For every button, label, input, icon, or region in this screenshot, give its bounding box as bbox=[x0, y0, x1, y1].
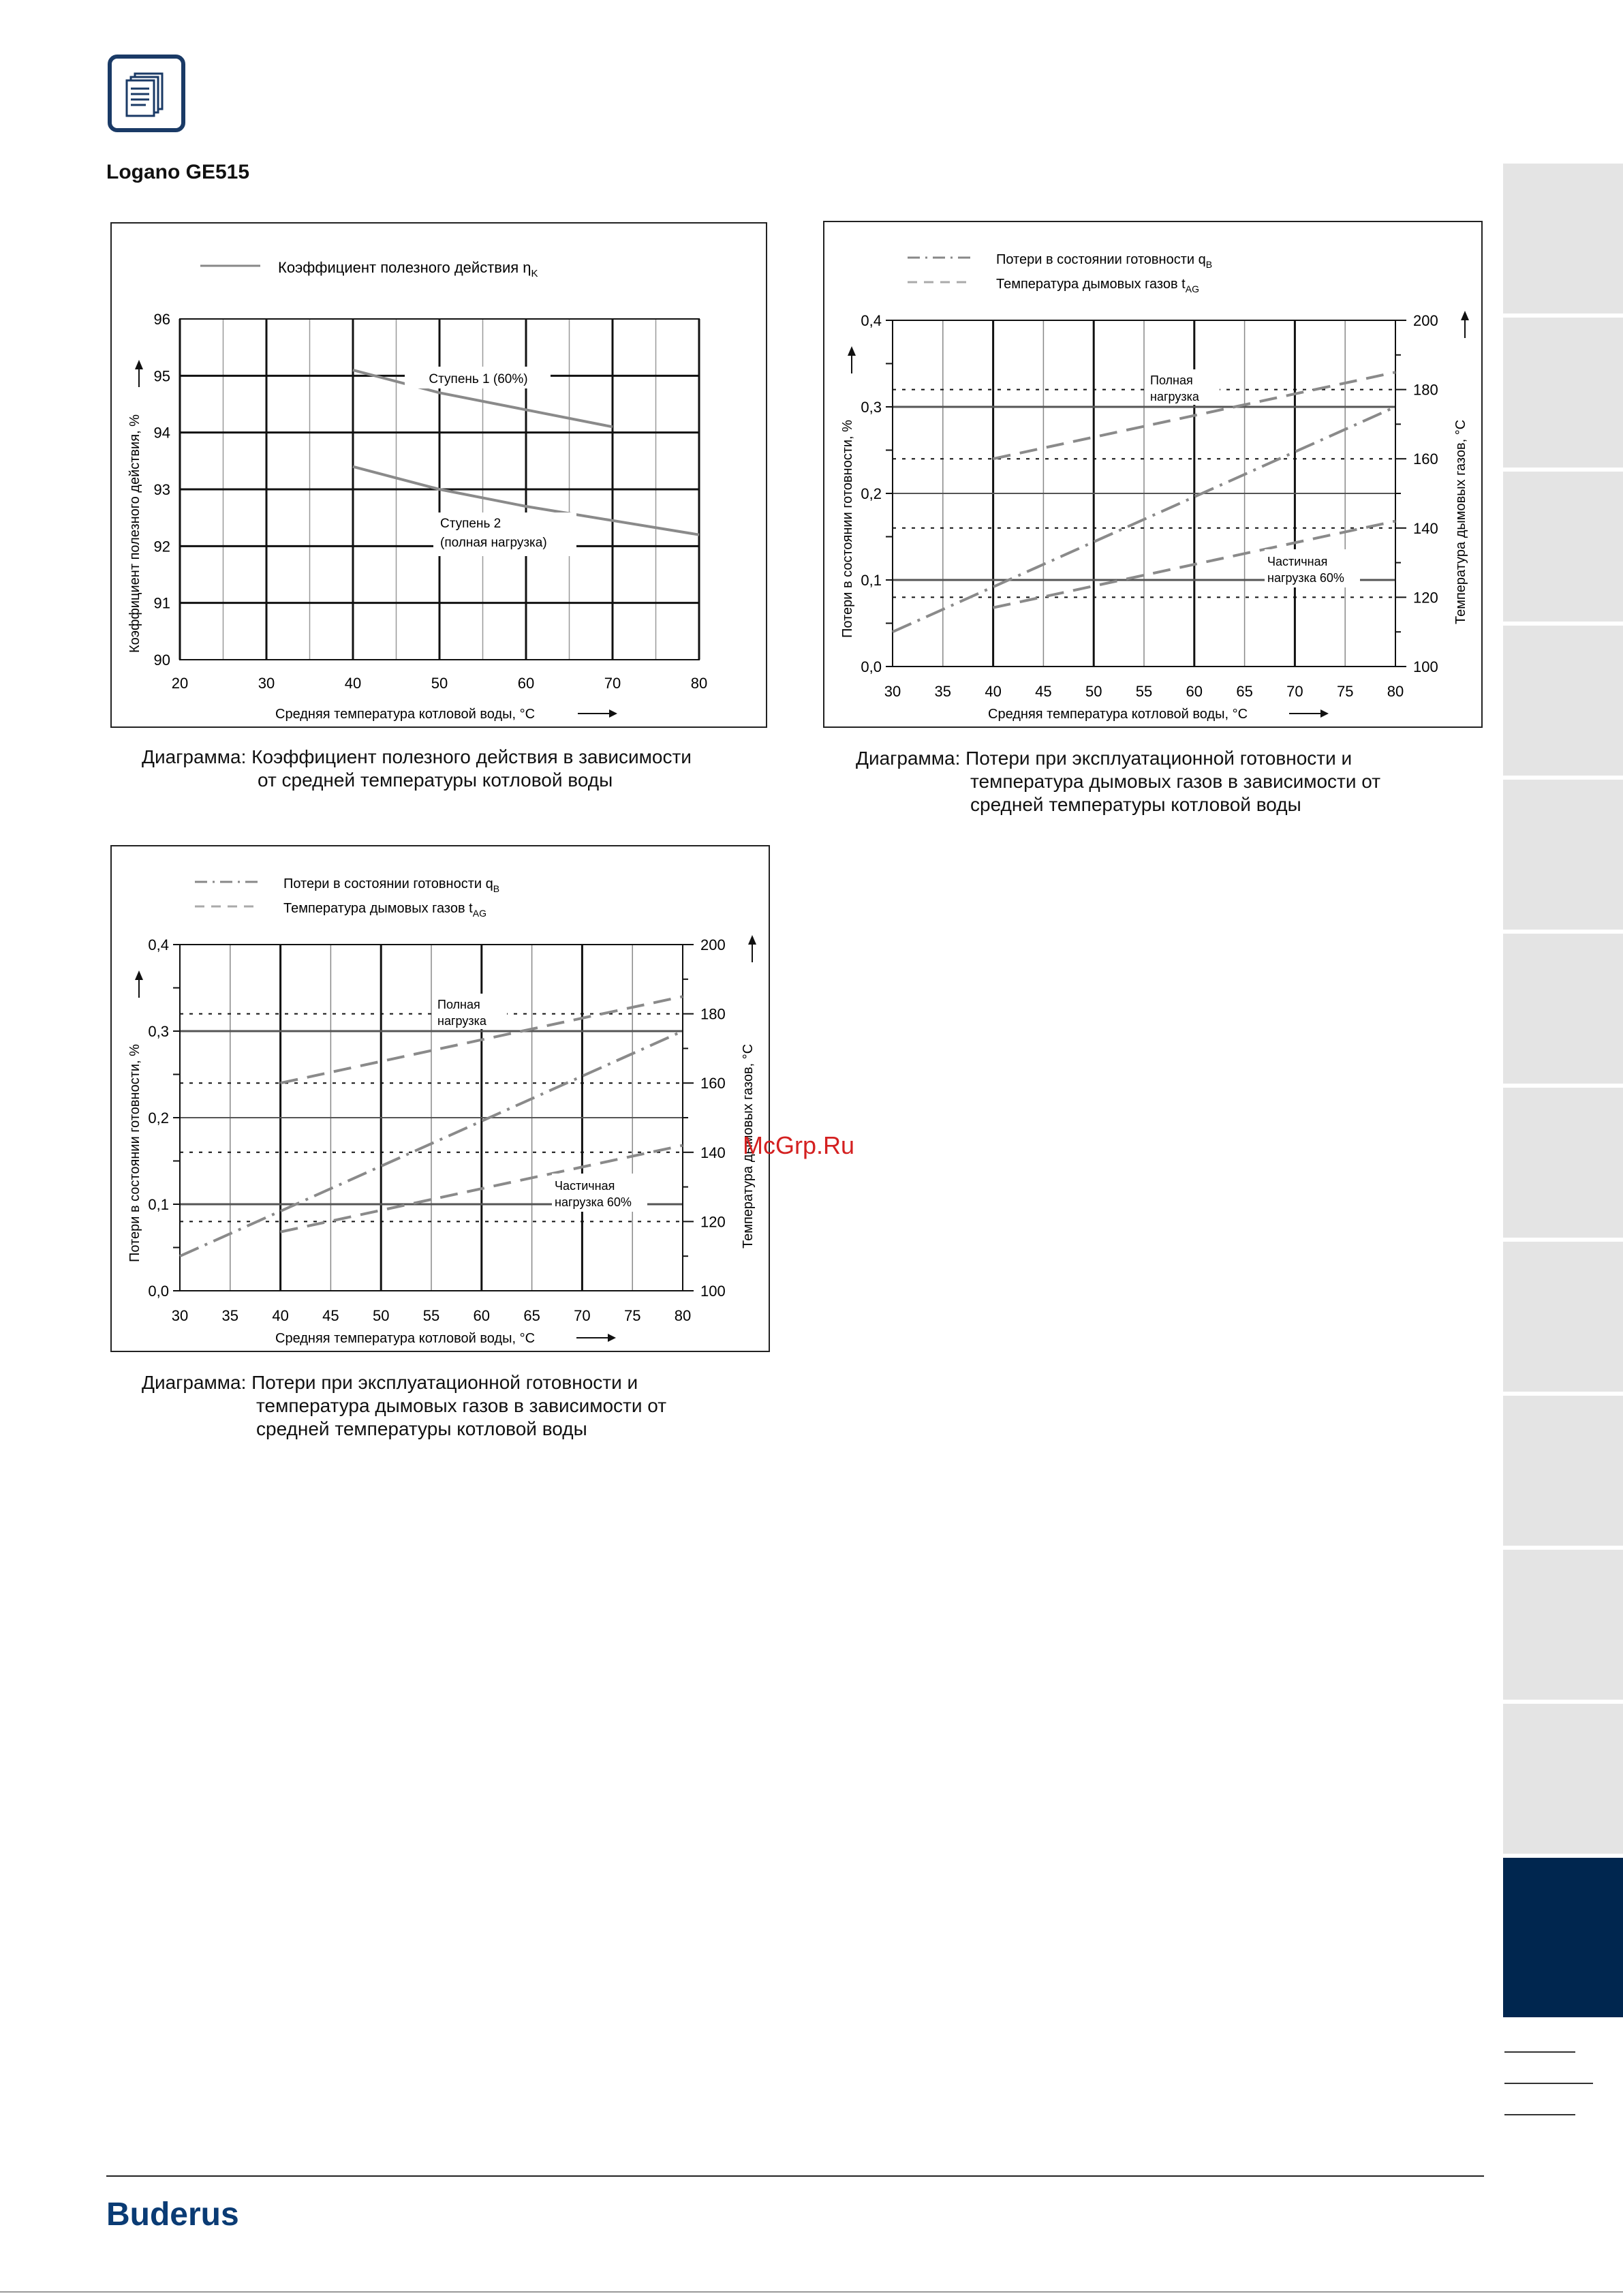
x-tick-label: 65 bbox=[523, 1307, 540, 1324]
side-tab[interactable] bbox=[1503, 780, 1623, 930]
annotation-stage1: Ступень 1 (60%) bbox=[429, 372, 528, 386]
y-tick-label: 94 bbox=[153, 424, 170, 442]
legend-label-qb: Потери в состоянии готовности $q_B$ bbox=[996, 252, 1213, 270]
x-tick-label: 55 bbox=[422, 1307, 440, 1324]
x-tick-label: 50 bbox=[431, 675, 448, 692]
side-tab[interactable] bbox=[1503, 934, 1623, 1084]
y-tick-label: 95 bbox=[153, 367, 170, 385]
diagram-panel-losses-right bbox=[823, 221, 1483, 728]
side-tab-active[interactable] bbox=[1503, 1858, 1623, 2017]
y2-axis-label: Температура дымовых газов, °C bbox=[741, 1043, 756, 1249]
side-tab[interactable] bbox=[1503, 472, 1623, 622]
losses-chart-left bbox=[112, 846, 769, 1351]
y2-tick-label: 200 bbox=[1413, 312, 1438, 329]
caption-prefix: Диаграмма: bbox=[142, 1372, 247, 1393]
caption-efficiency bbox=[142, 746, 692, 792]
x-tick-label: 30 bbox=[884, 683, 901, 700]
caption-line: средней температуры котловой воды bbox=[256, 1418, 587, 1439]
footer-rule bbox=[106, 2175, 1484, 2177]
side-tab[interactable] bbox=[1503, 1704, 1623, 1854]
x-tick-label: 70 bbox=[604, 675, 621, 692]
y2-tick-label: 200 bbox=[700, 936, 726, 953]
annotation-stage2-load: (полная нагрузка) bbox=[440, 536, 547, 550]
y-tick-label: 0,4 bbox=[861, 312, 882, 329]
diagram-panel-losses-left bbox=[110, 845, 770, 1352]
y2-axis-arrowhead bbox=[1461, 311, 1469, 320]
annotation-full: Полная bbox=[437, 998, 480, 1011]
annotation-partial: Частичная bbox=[555, 1179, 615, 1193]
side-rule bbox=[1504, 2051, 1575, 2053]
annotation-full: Полная bbox=[1150, 373, 1193, 387]
x-tick-label: 20 bbox=[171, 675, 189, 692]
y-tick-label: 0,4 bbox=[148, 936, 169, 953]
x-tick-label: 40 bbox=[985, 683, 1002, 700]
y-tick-label: 96 bbox=[153, 311, 170, 328]
x-axis-label: Средняя температура котловой воды, °C bbox=[275, 1331, 536, 1346]
x-tick-label: 80 bbox=[690, 675, 708, 692]
x-tick-label: 70 bbox=[574, 1307, 591, 1324]
y2-tick-label: 180 bbox=[1413, 381, 1438, 399]
x-axis-label: Средняя температура котловой воды, °C bbox=[275, 707, 536, 722]
y2-tick-label: 100 bbox=[1413, 658, 1438, 675]
y2-tick-label: 160 bbox=[700, 1075, 726, 1092]
y-axis-label: Потери в состоянии готовности, % bbox=[840, 420, 855, 638]
y-axis-arrowhead bbox=[135, 970, 143, 980]
x-tick-label: 30 bbox=[258, 675, 275, 692]
efficiency-chart bbox=[112, 224, 766, 726]
legend-label-tag: Температура дымовых газов $t_{AG}$ bbox=[996, 277, 1199, 294]
y-tick-label: 93 bbox=[153, 481, 170, 498]
y-tick-label: 90 bbox=[153, 652, 170, 669]
y-tick-label: 0,0 bbox=[861, 658, 882, 675]
y-axis-label: Потери в состоянии готовности, % bbox=[127, 1044, 142, 1262]
legend-label-tag: Температура дымовых газов $t_{AG}$ bbox=[283, 901, 486, 919]
y2-tick-label: 140 bbox=[1413, 519, 1438, 537]
caption-line: температура дымовых газов в зависимости от bbox=[970, 771, 1381, 792]
y-tick-label: 0,1 bbox=[861, 572, 882, 589]
page-edge bbox=[0, 2291, 1623, 2293]
annotation-partial-load: нагрузка 60% bbox=[555, 1195, 632, 1209]
y-axis-arrowhead bbox=[848, 346, 856, 356]
side-rule bbox=[1504, 2114, 1575, 2115]
side-tab[interactable] bbox=[1503, 164, 1623, 313]
annotation-partial-load: нагрузка 60% bbox=[1267, 571, 1344, 585]
y-tick-label: 91 bbox=[153, 594, 170, 612]
x-tick-label: 80 bbox=[1387, 683, 1404, 700]
x-axis-arrowhead bbox=[609, 709, 617, 718]
x-tick-label: 50 bbox=[372, 1307, 390, 1324]
x-axis-arrowhead bbox=[608, 1334, 616, 1342]
y2-axis-label: Температура дымовых газов, °C bbox=[1453, 419, 1468, 624]
x-tick-label: 60 bbox=[473, 1307, 491, 1324]
y-tick-label: 0,2 bbox=[861, 485, 882, 502]
x-tick-label: 65 bbox=[1236, 683, 1253, 700]
y2-tick-label: 120 bbox=[700, 1213, 726, 1231]
y-tick-label: 0,3 bbox=[861, 399, 882, 416]
y-axis-arrowhead bbox=[135, 360, 143, 369]
caption-line: Коэффициент полезного действия в зависимости bbox=[251, 746, 692, 767]
x-tick-label: 75 bbox=[1336, 683, 1354, 700]
watermark: McGrp.Ru bbox=[743, 1131, 855, 1159]
y-tick-label: 0,3 bbox=[148, 1023, 169, 1040]
side-tab[interactable] bbox=[1503, 1088, 1623, 1238]
brand-logo: Buderus bbox=[106, 2196, 239, 2233]
y2-tick-label: 120 bbox=[1413, 589, 1438, 607]
annotation-partial: Частичная bbox=[1267, 555, 1328, 568]
x-tick-label: 55 bbox=[1135, 683, 1153, 700]
x-tick-label: 45 bbox=[1035, 683, 1052, 700]
side-tab[interactable] bbox=[1503, 1550, 1623, 1700]
x-tick-label: 40 bbox=[272, 1307, 289, 1324]
y2-axis-arrowhead bbox=[748, 935, 756, 945]
y-tick-label: 92 bbox=[153, 538, 170, 555]
side-tab[interactable] bbox=[1503, 1242, 1623, 1392]
side-tab[interactable] bbox=[1503, 318, 1623, 468]
caption-line: средней температуры котловой воды bbox=[970, 794, 1301, 815]
x-axis-arrowhead bbox=[1320, 709, 1329, 718]
x-tick-label: 80 bbox=[674, 1307, 692, 1324]
caption-losses-right bbox=[856, 747, 1380, 816]
y2-tick-label: 180 bbox=[700, 1005, 726, 1023]
x-tick-label: 60 bbox=[1186, 683, 1203, 700]
y-tick-label: 0,1 bbox=[148, 1196, 169, 1213]
y-tick-label: 0,0 bbox=[148, 1283, 169, 1300]
y2-tick-label: 140 bbox=[700, 1144, 726, 1161]
document-stack-glyph bbox=[112, 59, 181, 128]
legend-label-efficiency: Коэффициент полезного действия $\eta_K$ bbox=[278, 259, 538, 279]
side-tab[interactable] bbox=[1503, 626, 1623, 776]
x-tick-label: 30 bbox=[171, 1307, 189, 1324]
y-tick-label: 0,2 bbox=[148, 1109, 169, 1127]
losses-chart-right bbox=[824, 222, 1481, 726]
x-axis-label: Средняя температура котловой воды, °C bbox=[988, 707, 1248, 722]
y2-tick-label: 100 bbox=[700, 1283, 726, 1300]
y2-tick-label: 160 bbox=[1413, 450, 1438, 468]
side-rule bbox=[1504, 2083, 1593, 2084]
document-stack-icon bbox=[108, 55, 185, 132]
caption-prefix: Диаграмма: bbox=[856, 748, 961, 769]
caption-line: от средней температуры котловой воды bbox=[258, 769, 613, 791]
caption-line: Потери при эксплуатационной готовности и bbox=[965, 748, 1352, 769]
caption-line: температура дымовых газов в зависимости от bbox=[256, 1395, 667, 1416]
legend-label-qb: Потери в состоянии готовности $q_B$ bbox=[283, 876, 500, 894]
y-axis-label: Коэффициент полезного действия, % bbox=[127, 414, 142, 653]
x-tick-label: 70 bbox=[1286, 683, 1303, 700]
caption-line: Потери при эксплуатационной готовности и bbox=[251, 1372, 638, 1393]
x-tick-label: 50 bbox=[1085, 683, 1102, 700]
diagram-panel-efficiency bbox=[110, 222, 767, 728]
annotation-full-load: нагрузка bbox=[437, 1014, 486, 1028]
side-tab[interactable] bbox=[1503, 1396, 1623, 1546]
x-tick-label: 35 bbox=[934, 683, 952, 700]
caption-prefix: Диаграмма: bbox=[142, 746, 247, 767]
annotation-full-load: нагрузка bbox=[1150, 390, 1199, 403]
annotation-stage2: Ступень 2 bbox=[440, 517, 501, 531]
x-tick-label: 40 bbox=[344, 675, 362, 692]
page-title: Logano GE515 bbox=[106, 161, 250, 183]
x-tick-label: 35 bbox=[221, 1307, 239, 1324]
x-tick-label: 45 bbox=[322, 1307, 339, 1324]
x-tick-label: 60 bbox=[517, 675, 535, 692]
x-tick-label: 75 bbox=[623, 1307, 641, 1324]
caption-losses-left bbox=[142, 1371, 666, 1441]
